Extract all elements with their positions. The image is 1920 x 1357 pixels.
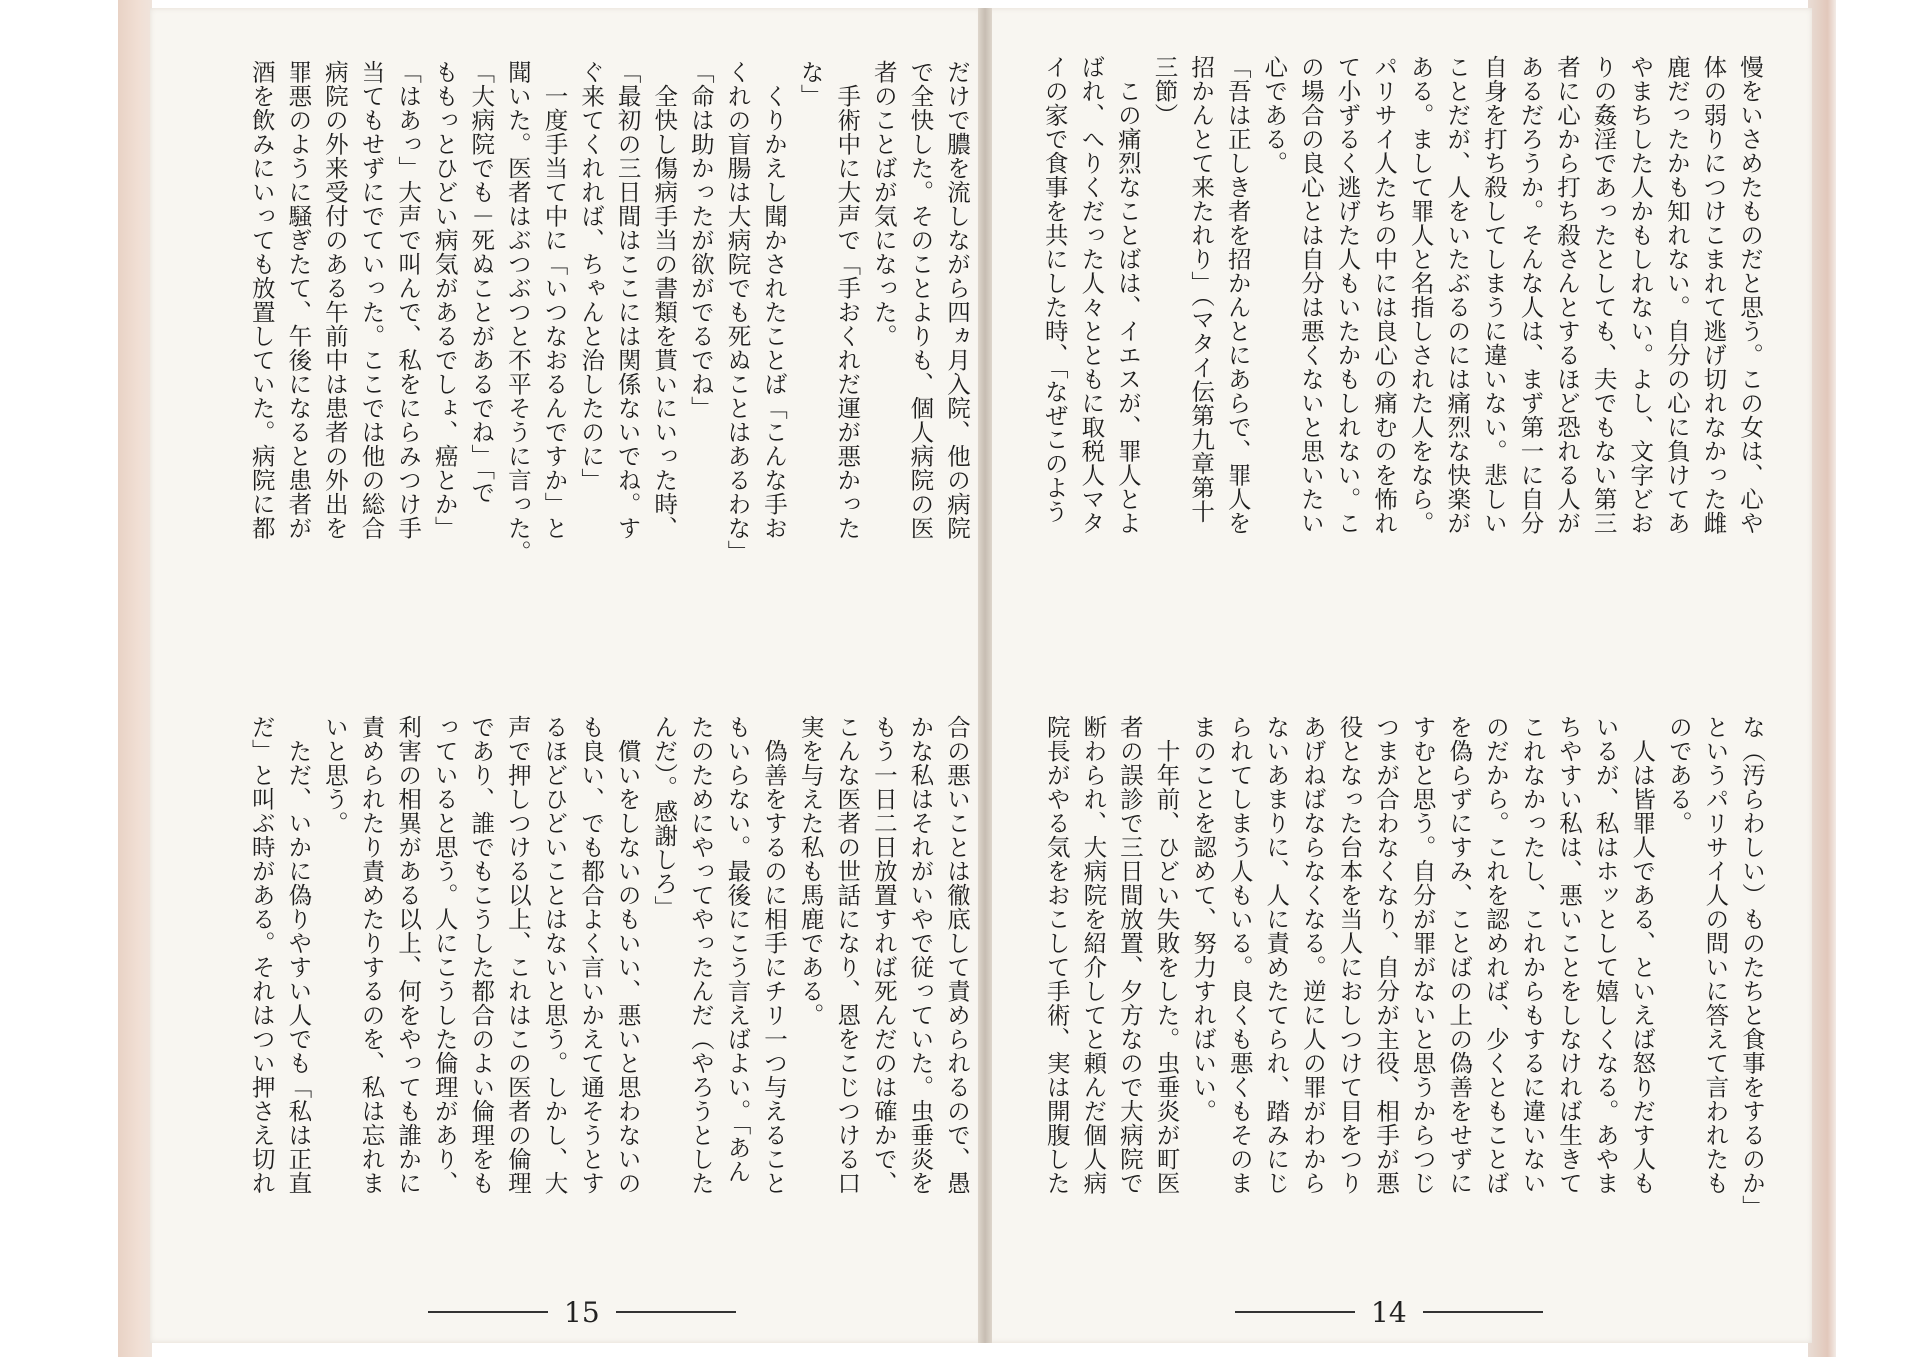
page-15-lower-text: 合の悪いことは徹底して責められるので、愚 かな私はそれがいやで従っていた。虫垂炎を もう一日二日放置すれば死んだのは確かで、 こんな医者の世話になり、恩をこじつける口 実を与えた私も馬鹿である。 偽善をするのに相手にチリ一つ与えること もいらない。最後にこう言えばよい。「あん たのためにやってやったんだ（やろうとした んだ）。感謝しろ」 償いをしないのもいい、悪いと思わないの も良い、でも都合よく言いかえて通そうとす るほどひどいことはないと思う。しかし、大 声で押しつける以上、これはこの医者の倫理 であり、誰でもこうした都合のよい倫理をも っていると思う。人にこうした倫理があり、 利害の相異がある以上、何をやっても誰かに 責められたり責めたりするのを、私は忘れま いと思う。 ただ、いかに偽りやすい人でも「私は正直 だ」と叫ぶ時がある。それはつい押さえ切れ (247, 715, 971, 1195)
page-number-rule-left (1235, 1311, 1355, 1313)
page-number-rule-right (616, 1311, 736, 1313)
page-number-15-label: 15 (564, 1295, 600, 1329)
book-gutter (978, 8, 992, 1343)
page-14-upper-text: 慢をいさめたものだと思う。この女は、心や 体の弱りにつけこまれて逃げ切れなかった雌 鹿だったかも知れない。自分の心に負けてあ やまちした人かもしれない。よし、文字どお りの姦淫であったとしても、夫でもない第三 者に心から打ち殺さんとするほど恐れる人が あるだろうか。そんな人は、まず第一に自分 自身を打ち殺してしまうに違いない。悲しい ことだが、人をいたぶるのには痛烈な快楽が ある。まして罪人と名指しされた人をなら。 パリサイ人たちの中には良心の痛むのを怖れ て小ずるく逃げた人もいたかもしれない。こ の場合の良心とは自分は悪くないと思いたい 心である。 「吾は正しき者を招かんとにあらで、罪人を 招かんとて来たれり」（マタイ伝第九章第十 三節） この痛烈なことばは、イエスが、罪人とよ ばれ、へりくだった人々とともに取税人マタ イの家で食事を共にした時、「なぜこのよう (1040, 55, 1764, 535)
booklet-left-edge (118, 0, 152, 1357)
page-15-upper-text: だけで膿を流しながら四ヵ月入院、他の病院 で全快した。そのことよりも、個人病院の医 者のことばが気になった。 手術中に大声で「手おくれだ運が悪かった な」 くりかえし聞かされたことば「こんな手お くれの盲腸は大病院でも死ぬことはあるわな」 「命は助かったが欲がでるでね」 全快し傷病手当の書類を貰いにいった時、 「最初の三日間はここには関係ないでね。す ぐ来てくれれば、ちゃんと治したのに」 一度手当て中に「いつなおるんですか」と 聞いた。医者はぶつぶつと不平そうに言った。 「大病院でも－死ぬことがあるでね」「で ももっとひどい病気があるでしょ、癌とか」 「はあっ」大声で叫んで、私をにらみつけ手 当てもせずにでていった。ここでは他の総合 病院の外来受付のある午前中は患者の外出を 罪悪のように騒ぎたて、午後になると患者が 酒を飲みにいっても放置していた。病院に都 (247, 60, 971, 564)
page-number-15 (428, 1292, 736, 1332)
booklet-right-edge (1808, 0, 1836, 1357)
page-number-rule-right (1423, 1311, 1543, 1313)
page-number-14 (1235, 1292, 1543, 1332)
page-number-rule-left (428, 1311, 548, 1313)
page-14-lower-text: な（汚らわしい）ものたちと食事をするのか」 というパリサイ人の問いに答えて言われたも のである。 人は皆罪人である、といえば怒りだす人も いるが、私はホッとして嬉しくなる。あやま ちやすい私は、悪いことをしなければ生きて これなかったし、これからもするに違いない のだから。これを認めれば、少くともことば を偽らずにすみ、ことばの上の偽善をせずに すむと思う。自分が罪がないと思うからつじ つまが合わなくなり、自分が主役、相手が悪 役となった台本を当人におしつけて目をつり あげねばならなくなる。逆に人の罪がわから ないあまりに、人に責めたてられ、踏みにじ られてしまう人もいる。良くも悪くもそのま まのことを認めて、努力すればいい。 十年前、ひどい失敗をした。虫垂炎が町医 者の誤診で三日間放置、夕方なので大病院で 断わられ、大病院を紹介してと頼んだ個人病 院長がやる気をおこして手術、実は開腹した (1042, 715, 1766, 1219)
page-number-14-label: 14 (1371, 1295, 1407, 1329)
